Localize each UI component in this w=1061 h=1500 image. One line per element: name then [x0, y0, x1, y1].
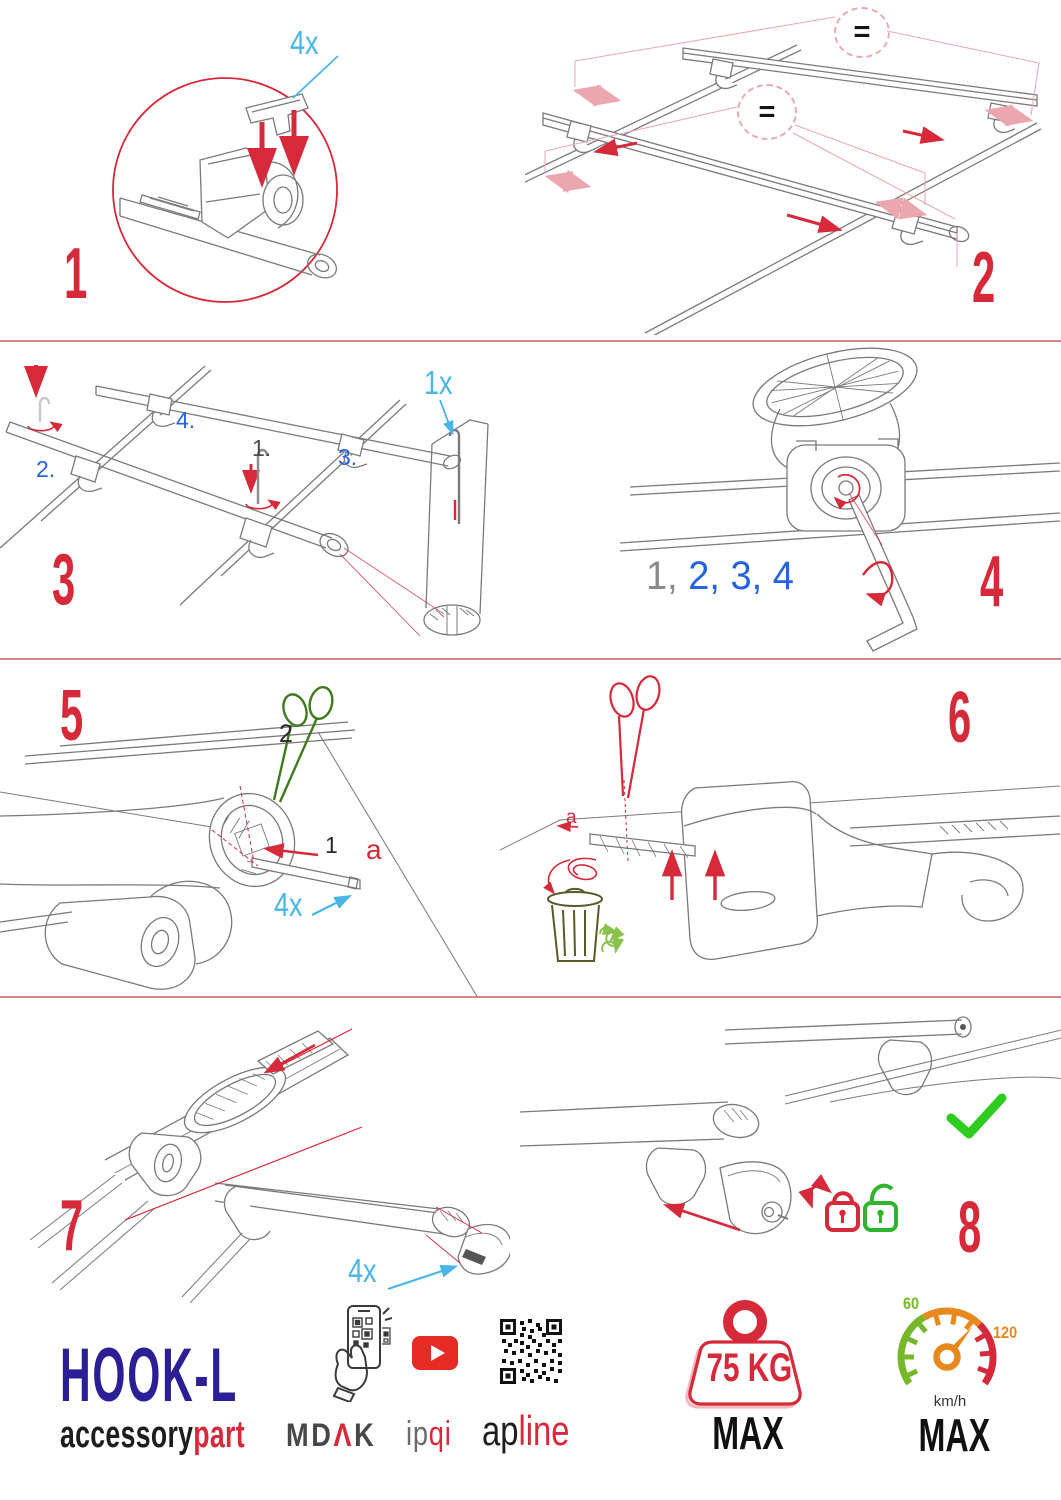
youtube-icon — [412, 1336, 458, 1370]
separator-line — [0, 340, 1061, 342]
qr-scan-phone-icon — [328, 1302, 392, 1402]
step3-part2-label: 2. — [36, 456, 56, 482]
weight-value: 75 KG — [706, 1346, 793, 1390]
step3-number: 3 — [52, 540, 75, 620]
brand-logo: accessorypart — [60, 1414, 245, 1456]
scissors-icon — [607, 674, 663, 862]
ipqi-logo: ipqi — [406, 1415, 452, 1453]
step5-scissors-label: 2 — [279, 720, 293, 748]
step7-number: 7 — [60, 1186, 83, 1266]
step6-illustration — [500, 668, 1061, 994]
separator-line — [0, 996, 1061, 998]
step1-number: 1 — [64, 234, 87, 314]
step3-part1-label: 1. — [252, 435, 272, 461]
step6-end-label: a — [566, 807, 577, 828]
speed-120-label: 120 — [993, 1323, 1018, 1342]
lock-closed-icon — [827, 1193, 858, 1230]
step8-number: 8 — [958, 1188, 981, 1268]
step7-illustration — [30, 1005, 510, 1303]
weight-max-label: MAX — [712, 1407, 784, 1459]
check-icon — [951, 1098, 1002, 1134]
speed-unit-label: km/h — [933, 1393, 967, 1410]
step5-strip-label: 1 — [325, 832, 338, 858]
step3-illustration — [0, 352, 620, 658]
step4-sequence-text: 1, 2, 3, 4 — [646, 554, 794, 598]
step3-quantity-label: 1x — [424, 364, 453, 401]
qr-code-icon — [500, 1319, 562, 1384]
step3-part3-label: 3. — [338, 444, 358, 470]
lock-open-icon — [865, 1186, 896, 1230]
step1-quantity-label: 4x — [290, 24, 319, 61]
speed-max-label: MAX — [918, 1409, 991, 1461]
speed-60-label: 60 — [903, 1294, 920, 1313]
step5-end-label: a — [366, 834, 382, 865]
step2-number: 2 — [972, 238, 995, 318]
step4-number: 4 — [980, 542, 1003, 622]
step6-number: 6 — [948, 678, 971, 758]
mdak-logo: MDΛK — [286, 1417, 377, 1453]
equal-spacing-badge: = — [834, 7, 890, 58]
step7-quantity-label: 4x — [348, 1252, 377, 1289]
trash-recycle-icon — [548, 889, 618, 961]
separator-line — [0, 658, 1061, 660]
equal-spacing-badge: = — [737, 84, 797, 140]
step3-part4-label: 4. — [176, 407, 196, 433]
step1-illustration — [50, 12, 400, 334]
apline-logo: apline — [482, 1407, 570, 1454]
product-name: HOOK-L — [60, 1333, 238, 1418]
step5-quantity-label: 4x — [274, 886, 303, 923]
step5-number: 5 — [60, 676, 83, 756]
